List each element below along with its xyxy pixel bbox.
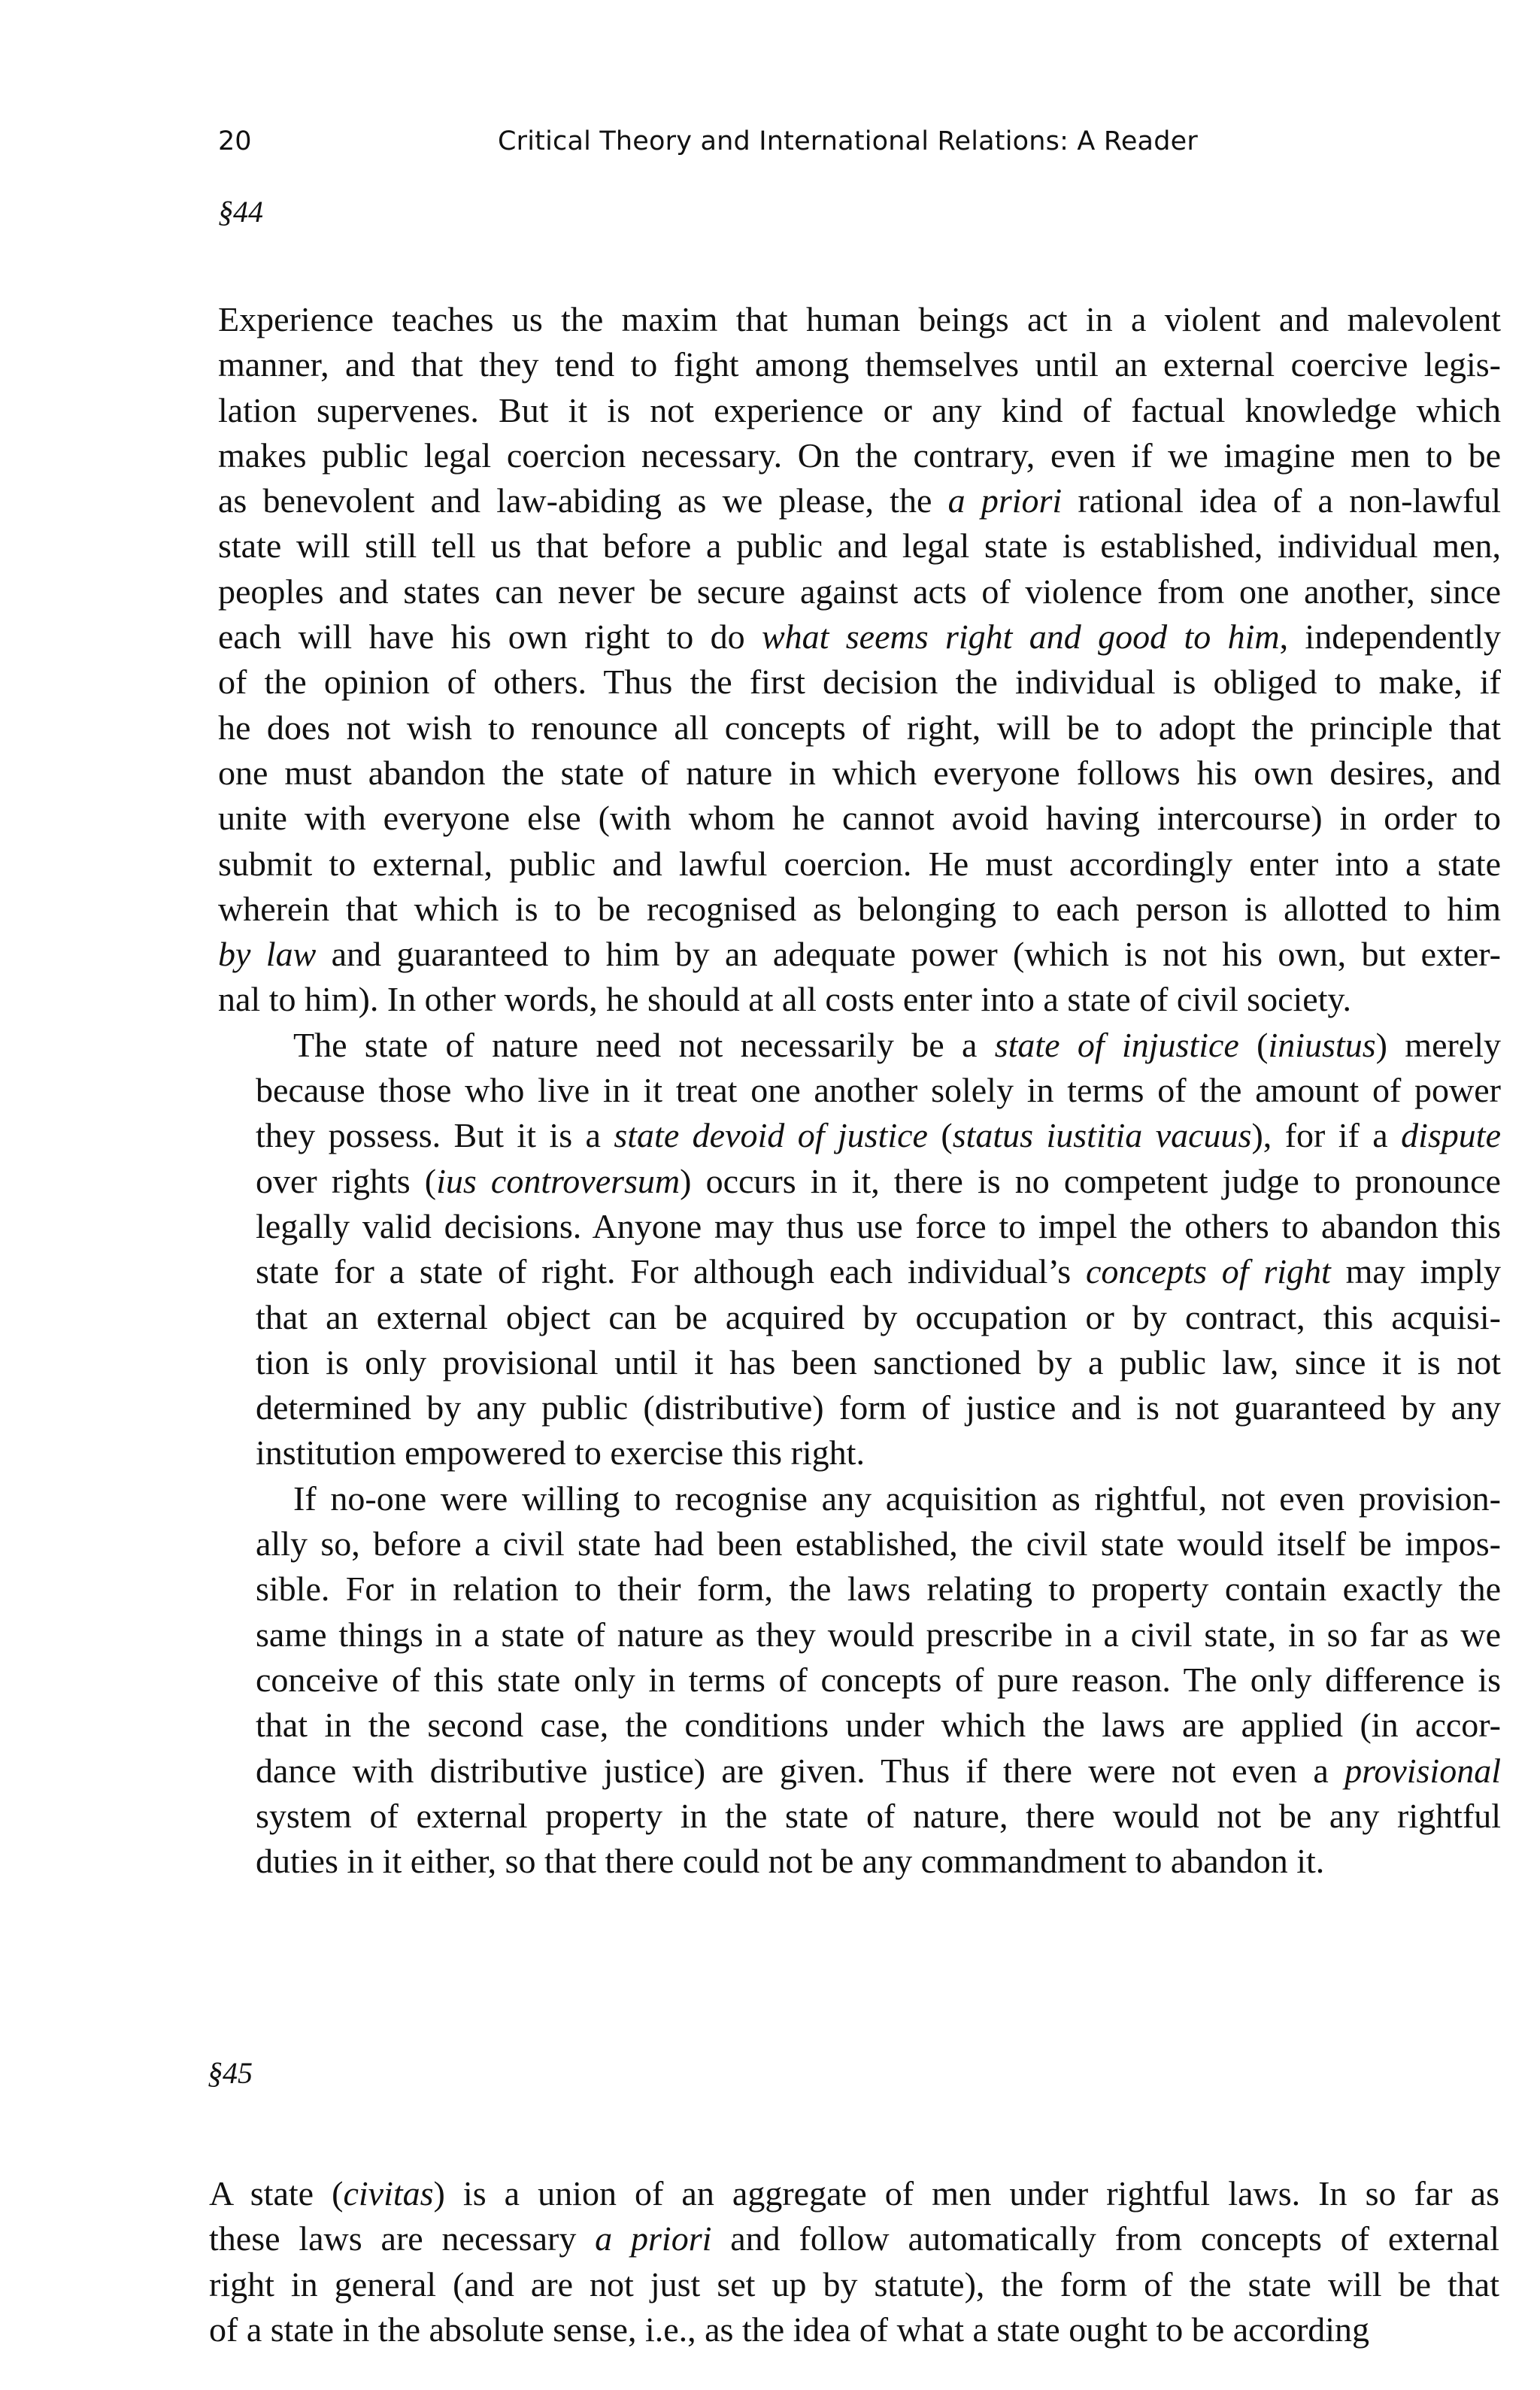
text-line: [218, 523, 1501, 569]
text: state will still tell us that before a public and legal state is established, individual men,: [218, 526, 1501, 566]
text: wherein that which is to be recognised as belonging to each person is allotted to him: [218, 889, 1501, 928]
text-line: [218, 796, 1501, 841]
text-line: [218, 1567, 1501, 1612]
text: legally valid decisions. Anyone may thus use force to impel the others to abandon this: [256, 1206, 1501, 1245]
page-number: 20: [218, 126, 252, 156]
section-45-body: [209, 2171, 1499, 2352]
text-line: [218, 1113, 1501, 1158]
text: Experience teaches us the maxim that human beings act in a violent and malevolent: [218, 300, 1501, 338]
section-mark-44: §44: [218, 195, 263, 229]
text: because those who live in it treat one another solely in terms of the amount of power: [256, 1071, 1501, 1110]
text-line: [218, 1794, 1501, 1839]
paragraph: [218, 297, 1501, 1023]
text: (: [1238, 1025, 1269, 1064]
text-line: [209, 2216, 1499, 2261]
italic-text: provisional: [1344, 1751, 1501, 1790]
text: that in the second case, the conditions under which the laws are applied (in accor-: [256, 1706, 1501, 1745]
text-line: [218, 1430, 1501, 1476]
italic-text: what seems right and good to him: [761, 617, 1280, 657]
text-line: [218, 1204, 1501, 1249]
text: tion is only provisional until it has been sanctioned by a public law, since it is not: [256, 1342, 1501, 1382]
text: A state (: [209, 2174, 344, 2213]
text-line: [218, 1249, 1501, 1294]
text: dance with distributive justice) are given. Thus if there were not even a: [256, 1751, 1345, 1790]
text-line: [218, 887, 1501, 932]
text-line: [218, 705, 1501, 751]
text: rational idea of a non-lawful: [1062, 481, 1501, 520]
text: system of external property in the state of nature, there would not be any rightful: [256, 1796, 1501, 1835]
italic-text: concepts of right: [1085, 1252, 1331, 1291]
text: over rights (: [256, 1161, 437, 1200]
text-line: [218, 388, 1501, 433]
text: of the opinion of others. Thus the first decision the individual is obliged to make, if: [218, 663, 1501, 702]
text: and guaranteed to him by an adequate power (which is not his own, but exter-: [316, 935, 1501, 974]
italic-text: by law: [218, 935, 317, 974]
text-line: [218, 1385, 1501, 1430]
text: manner, and that they tend to fight among themselves until an external coercive legis-: [218, 345, 1501, 384]
text: ) merely: [1375, 1025, 1502, 1064]
text-line: [218, 1068, 1501, 1113]
text: as benevolent and law-abiding as we please, the: [218, 481, 948, 520]
text-line: [218, 342, 1501, 387]
text: nal to him). In other words, he should at all costs enter into a state of civil society.: [218, 980, 1351, 1019]
text-line: [218, 1521, 1501, 1567]
text: he does not wish to renounce all concepts of right, will be to adopt the principle that: [218, 708, 1501, 747]
text: (: [927, 1116, 953, 1155]
text-line: [218, 751, 1501, 796]
text-line: [209, 2307, 1499, 2352]
text-line: [218, 977, 1501, 1022]
text-line: [218, 660, 1501, 705]
text: right in general (and are not just set up by statute), the form of the state will be that: [209, 2264, 1499, 2304]
text-line: [218, 478, 1501, 523]
text-line: [218, 433, 1501, 478]
text: same things in a state of nature as they would prescribe in a civil state, in so far as we: [256, 1615, 1501, 1654]
italic-text: a priori: [595, 2219, 712, 2258]
text: ) is a union of an aggregate of men under rightful laws. In so far as: [433, 2174, 1499, 2213]
text: and follow automatically from concepts of external: [711, 2219, 1499, 2258]
text-line: [218, 842, 1501, 887]
text: , independently: [1279, 617, 1502, 657]
text: ) occurs in it, there is no competent judge to pronounce: [680, 1161, 1501, 1200]
paragraph: [209, 2171, 1499, 2352]
text: conceive of this state only in terms of concepts of pure reason. The only difference is: [256, 1660, 1501, 1699]
text: submit to external, public and lawful coercion. He must accordingly enter into a state: [218, 844, 1501, 883]
text: each will have his own right to do: [218, 617, 762, 657]
paragraph: [218, 1476, 1501, 1885]
text-line: [218, 1749, 1501, 1794]
italic-text: status iustitia vacuus: [952, 1116, 1252, 1155]
text-line: [218, 1295, 1501, 1340]
text: ), for if a: [1251, 1116, 1402, 1155]
italic-text: state devoid of justice: [614, 1116, 928, 1155]
book-title: Critical Theory and International Relations: A Reader: [498, 126, 1198, 156]
text-line: [218, 1340, 1501, 1385]
text: determined by any public (distributive) form of justice and is not guaranteed by any: [256, 1388, 1501, 1427]
text-line: [218, 1612, 1501, 1658]
text: they possess. But it is a: [256, 1116, 614, 1155]
text-line: [218, 297, 1501, 342]
text: one must abandon the state of nature in which everyone follows his own desires, and: [218, 753, 1501, 792]
text: unite with everyone else (with whom he cannot avoid having intercourse) in order to: [218, 799, 1501, 838]
text: The state of nature need not necessarily be a: [293, 1025, 995, 1064]
text-line: [218, 1703, 1501, 1748]
text: that an external object can be acquired by occupation or by contract, this acquisi-: [256, 1297, 1501, 1336]
text: duties in it either, so that there could not be any commandment to abandon it.: [256, 1842, 1325, 1881]
text-line: [209, 2171, 1499, 2216]
text: these laws are necessary: [209, 2219, 596, 2258]
text: If no-one were willing to recognise any acquisition as rightful, not even provision-: [293, 1479, 1501, 1518]
text-line: [218, 1159, 1501, 1204]
section-mark-45: §45: [208, 2056, 253, 2090]
section-44-body: [218, 297, 1501, 1884]
text: makes public legal coercion necessary. On the contrary, even if we imagine men to be: [218, 435, 1501, 475]
italic-text: ius controversum: [436, 1161, 681, 1200]
text-line: [218, 1023, 1501, 1068]
text-line: [218, 1476, 1501, 1521]
paragraph: [218, 1023, 1501, 1476]
italic-text: dispute: [1401, 1116, 1502, 1155]
text-line: [218, 1658, 1501, 1703]
text-line: [209, 2262, 1499, 2307]
text: peoples and states can never be secure against acts of violence from one another, since: [218, 572, 1501, 611]
text-line: [218, 614, 1501, 660]
text: may imply: [1330, 1252, 1501, 1291]
text: lation supervenes. But it is not experience or any kind of factual knowledge which: [218, 390, 1501, 429]
text-line: [218, 569, 1501, 614]
text: state for a state of right. For although each individual’s: [256, 1252, 1086, 1291]
running-head: [218, 126, 1489, 171]
text: ally so, before a civil state had been established, the civil state would itself be impos-: [256, 1524, 1501, 1564]
italic-text: state of injustice: [994, 1025, 1239, 1064]
text: institution empowered to exercise this right.: [256, 1433, 865, 1473]
text-line: [218, 1839, 1501, 1884]
text-line: [218, 932, 1501, 977]
italic-text: civitas: [343, 2174, 434, 2213]
italic-text: a priori: [947, 481, 1063, 520]
text: of a state in the absolute sense, i.e., as the idea of what a state ought to be according: [209, 2310, 1370, 2349]
italic-text: iniustus: [1268, 1025, 1376, 1064]
text: sible. For in relation to their form, the laws relating to property contain exactly the: [256, 1570, 1501, 1609]
